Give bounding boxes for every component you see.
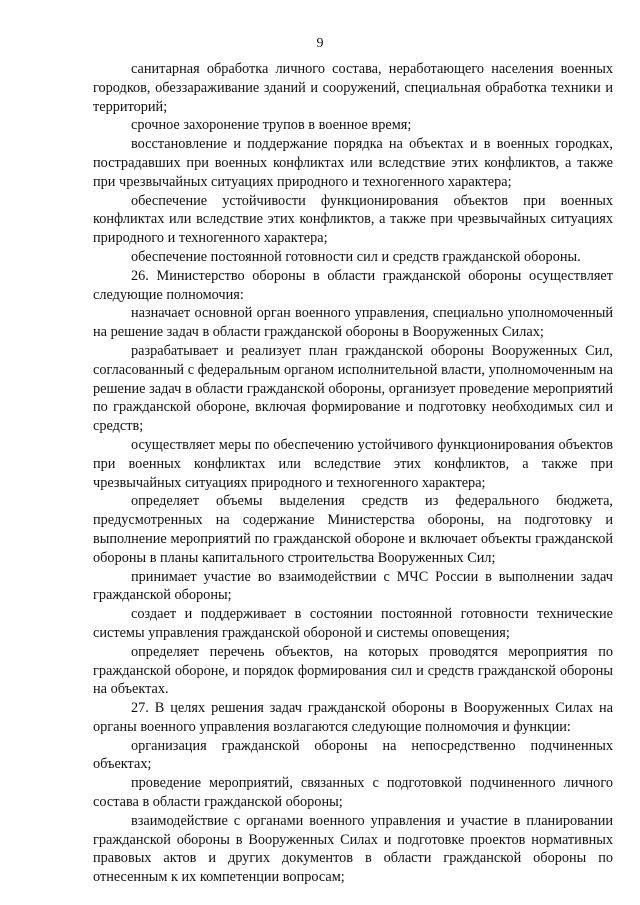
document-body xyxy=(93,60,613,887)
paragraph-stability: обеспечение устойчивости функционирования объектов при военных конфликтах или вследствие этих конфликтов, а также при чрезвычайных ситуациях природного и техногенного характера; xyxy=(93,192,613,247)
clause-27-item-3: взаимодействие с органами военного управления и участие в планировании гражданской обороны в Вооруженных Силах и подготовке проектов нормативных правовых актов и других документов в области гражданской обороны по отнесенным к их компетенции вопросам; xyxy=(93,812,613,886)
clause-26-item-6: создает и поддерживает в состоянии постоянной готовности технические системы управления гражданской обороной и системы оповещения; xyxy=(93,606,613,641)
clause-27-item-1: организация гражданской обороны на непосредственно подчиненных объектах; xyxy=(93,737,613,773)
clause-26-item-3: осуществляет меры по обеспечению устойчивого функционирования объектов при военных конфликтах или вследствие этих конфликтов, а также при чрезвычайных ситуациях природного и техногенного характера; xyxy=(93,436,613,491)
paragraph-sanitary-treatment: санитарная обработка личного состава, неработающего населения военных городков, обеззараживание зданий и сооружений, специальная обработка техники и территорий; xyxy=(93,61,613,115)
clause-26-item-2: разрабатывает и реализует план гражданской обороны Вооруженных Сил, согласованный с федеральным органом исполнительной власти, уполномоченным на решение задач в области гражданской обороны, организует проведение мероприятий по гражданской обороне, включая формирование и подготовку необходимых сил и средств; xyxy=(93,342,613,435)
paragraph-readiness: обеспечение постоянной готовности сил и средств гражданской обороны. xyxy=(131,248,581,265)
clause-26-item-1: назначает основной орган военного управления, специально уполномоченный на решение задач в области гражданской обороны в Вооруженных Силах; xyxy=(93,305,613,341)
page-number: 9 xyxy=(316,36,324,51)
paragraph-burial: срочное захоронение трупов в военное время; xyxy=(131,117,412,134)
paragraph-order-restoration: восстановление и поддержание порядка на объектах и в военных городках, пострадавших при военных конфликтах или вследствие этих конфликтов, а также при чрезвычайных ситуациях природного и техногенного характера; xyxy=(93,136,613,190)
clause-26-item-5: принимает участие во взаимодействии с МЧС России в выполнении задач гражданской обороны; xyxy=(93,568,613,604)
clause-27-intro: 27. В целях решения задач гражданской обороны в Вооруженных Силах на органы военного управления возлагаются следующие полномочия и функции: xyxy=(93,700,613,735)
clause-26-intro: 26. Министерство обороны в области гражданской обороны осуществляет следующие полномочия: xyxy=(93,267,613,303)
clause-27-item-2: проведение мероприятий, связанных с подготовкой подчиненного личного состава в области гражданской обороны; xyxy=(93,775,613,811)
clause-26-item-4: определяет объемы выделения средств из федерального бюджета, предусмотренных на содержание Министерства обороны, на подготовку и выполнение мероприятий по гражданской обороне и включает объекты гражданской обороны в планы капитального строительства Вооруженных Сил; xyxy=(93,493,613,566)
clause-26-item-7: определяет перечень объектов, на которых проводятся мероприятия по гражданской обороне, и порядок формирования сил и средств гражданской обороны на объектах. xyxy=(93,643,613,698)
